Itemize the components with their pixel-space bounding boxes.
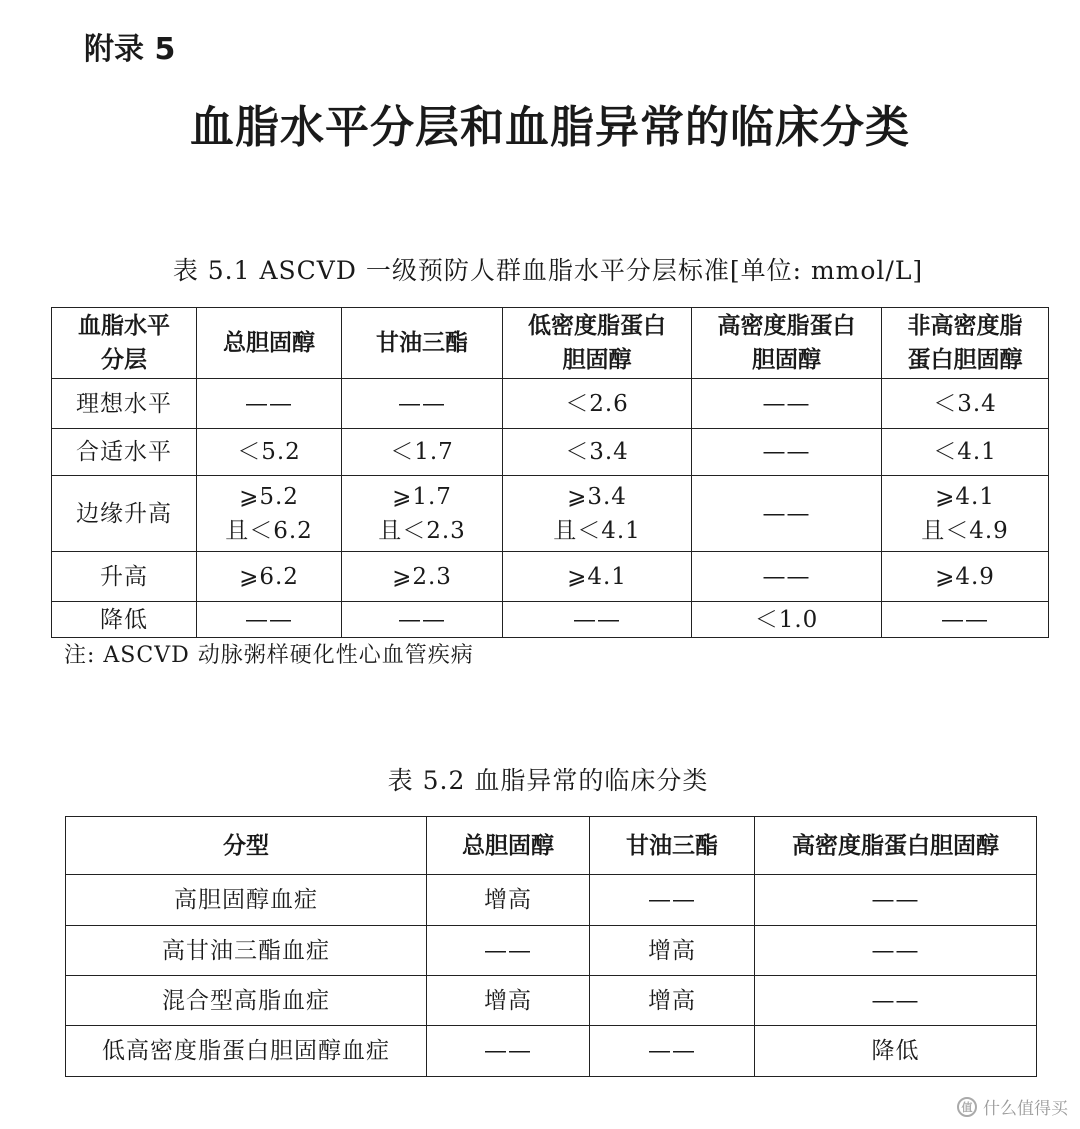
- header-non-hdl-c: 非高密度脂 蛋白胆固醇: [882, 308, 1049, 379]
- table-cell: ——: [590, 1026, 755, 1077]
- table-cell: ——: [692, 476, 882, 552]
- row-label: 低高密度脂蛋白胆固醇血症: [66, 1026, 427, 1077]
- table-cell: ＜2.6: [503, 379, 692, 429]
- header-type: 分型: [66, 817, 427, 875]
- row-label: 升高: [52, 552, 197, 602]
- table-2-header-row: [66, 817, 1037, 875]
- row-label: 理想水平: [52, 379, 197, 429]
- table-cell: ——: [197, 602, 342, 638]
- table-cell: ⩾2.3: [342, 552, 503, 602]
- table-cell: 增高: [590, 976, 755, 1026]
- header-total-cholesterol: 总胆固醇: [427, 817, 590, 875]
- table-row: [52, 379, 1049, 429]
- watermark-text: 什么值得买: [983, 1099, 1068, 1119]
- table-cell: ⩾4.9: [882, 552, 1049, 602]
- table-cell: ——: [882, 602, 1049, 638]
- table-cell: ——: [427, 1026, 590, 1077]
- row-label: 高胆固醇血症: [66, 875, 427, 926]
- header-total-cholesterol: 总胆固醇: [197, 308, 342, 379]
- page-title: 血脂水平分层和血脂异常的临床分类: [190, 102, 910, 153]
- table-cell: ⩾4.1 且＜4.9: [882, 476, 1049, 552]
- table-cell: ⩾3.4 且＜4.1: [503, 476, 692, 552]
- table-cell: ⩾5.2 且＜6.2: [197, 476, 342, 552]
- table-1-header-row: [52, 308, 1049, 379]
- table-row: [66, 926, 1037, 976]
- table-cell: ⩾4.1: [503, 552, 692, 602]
- table-row: [52, 429, 1049, 476]
- table-cell: ＜5.2: [197, 429, 342, 476]
- table-cell: 增高: [427, 875, 590, 926]
- table-row: [66, 976, 1037, 1026]
- row-label: 边缘升高: [52, 476, 197, 552]
- row-label: 混合型高脂血症: [66, 976, 427, 1026]
- dyslipidemia-classification-table: [65, 816, 1037, 1077]
- table-cell: 增高: [427, 976, 590, 1026]
- table-cell: ——: [427, 926, 590, 976]
- table-cell: ——: [503, 602, 692, 638]
- table-cell: ——: [755, 926, 1037, 976]
- table-cell: ＜3.4: [882, 379, 1049, 429]
- row-label: 降低: [52, 602, 197, 638]
- table-cell: ——: [755, 875, 1037, 926]
- table-2-caption: 表 5.2 血脂异常的临床分类: [387, 766, 709, 795]
- table-cell: ——: [692, 552, 882, 602]
- table-cell: ——: [755, 976, 1037, 1026]
- table-row: [66, 1026, 1037, 1077]
- header-lipid-level: 血脂水平 分层: [52, 308, 197, 379]
- header-ldl-c: 低密度脂蛋白 胆固醇: [503, 308, 692, 379]
- table-row: [52, 552, 1049, 602]
- row-label: 高甘油三酯血症: [66, 926, 427, 976]
- appendix-label: 附录 5: [84, 32, 176, 67]
- table-row: [66, 875, 1037, 926]
- header-triglycerides: 甘油三酯: [342, 308, 503, 379]
- table-cell: 增高: [590, 926, 755, 976]
- table-cell: ——: [692, 429, 882, 476]
- table-row: [52, 602, 1049, 638]
- table-cell: ——: [590, 875, 755, 926]
- zhi-logo-icon: 值: [957, 1097, 977, 1117]
- watermark: [957, 1094, 1068, 1119]
- table-cell: ——: [342, 379, 503, 429]
- table-cell: ＜3.4: [503, 429, 692, 476]
- header-hdl-c: 高密度脂蛋白 胆固醇: [692, 308, 882, 379]
- table-cell: 降低: [755, 1026, 1037, 1077]
- header-triglycerides: 甘油三酯: [590, 817, 755, 875]
- table-cell: ＜1.0: [692, 602, 882, 638]
- table-cell: ——: [692, 379, 882, 429]
- table-cell: ——: [342, 602, 503, 638]
- table-cell: ＜4.1: [882, 429, 1049, 476]
- lipid-level-table: [51, 307, 1049, 638]
- table-row: [52, 476, 1049, 552]
- table-1-note: 注: ASCVD 动脉粥样硬化性心血管疾病: [64, 643, 474, 668]
- row-label: 合适水平: [52, 429, 197, 476]
- table-cell: ⩾6.2: [197, 552, 342, 602]
- table-cell: ＜1.7: [342, 429, 503, 476]
- table-cell: ——: [197, 379, 342, 429]
- header-hdl-c: 高密度脂蛋白胆固醇: [755, 817, 1037, 875]
- table-cell: ⩾1.7 且＜2.3: [342, 476, 503, 552]
- table-1-caption: 表 5.1 ASCVD 一级预防人群血脂水平分层标准[单位: mmol/L]: [172, 256, 924, 285]
